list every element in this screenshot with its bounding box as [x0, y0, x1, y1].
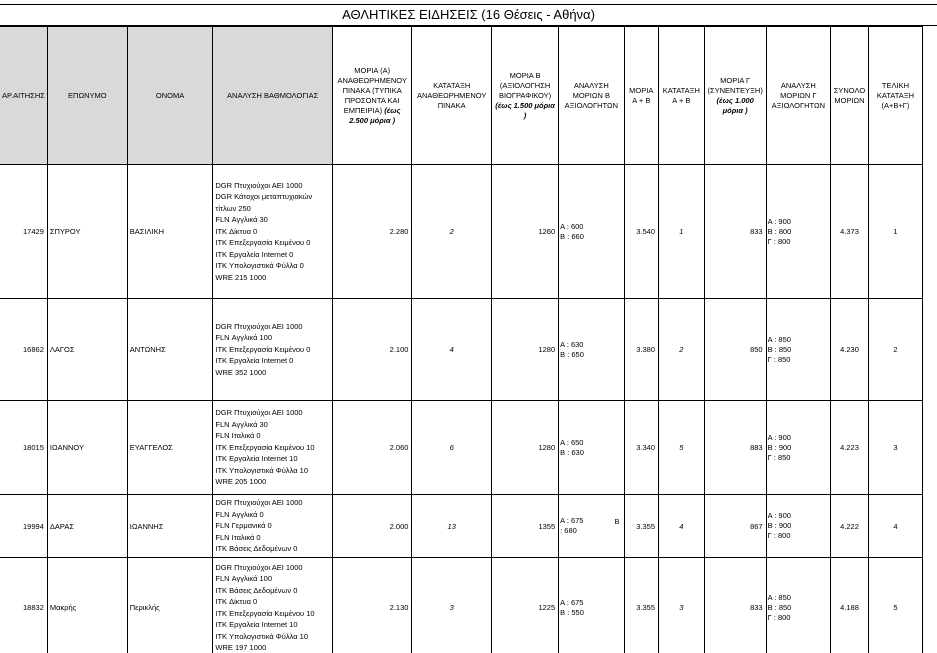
cell-points-ab: 3.340 [624, 401, 659, 495]
cell-analysis-b [559, 401, 624, 495]
analysis-line: FLN Αγγλικά 30 [215, 215, 268, 225]
cell-rank-ab: 1 [659, 165, 705, 299]
cell-analysis [213, 401, 333, 495]
cell-points-b: 1280 [491, 401, 558, 495]
cell-app-no: 16862 [0, 299, 47, 401]
analysis-line: FLN Αγγλικά 100 [215, 574, 273, 583]
analysis-line: ITK Επεξεργασία Κειμένου 0 [215, 238, 311, 248]
header-points-ab: ΜΟΡΙΑ Α + Β [624, 27, 659, 165]
header-rank-a: ΚΑΤΑΤΑΞΗ ΑΝΑΘΕΩΡΗΜΕΝΟΥ ΠΙΝΑΚΑ [412, 27, 492, 165]
cell-analysis-b [559, 165, 624, 299]
analysis-b-extra: Β [614, 517, 620, 526]
cell-surname: ΙΩΑΝΝΟΥ [47, 401, 127, 495]
cell-points-b: 1260 [491, 165, 558, 299]
points-c-max: (έως 1.000 μόρια ) [716, 95, 754, 115]
analysis-line: FLN Αγγλικά 30 [215, 419, 268, 429]
cell-app-no: 19994 [0, 495, 47, 558]
header-app-no: ΑΡ.ΑΙΤΗΣΗΣ [0, 27, 47, 165]
cell-points-c: 833 [704, 165, 766, 299]
header-points-a: ΜΟΡΙΑ (Α) ΑΝΑΘΕΩΡΗΜΕΝΟΥ ΠΙΝΑΚΑ (ΤΥΠΙΚΑ ΠΡΟΣΟΝΤΑ ΚΑΙ ΕΜΠΕΙΡΙΑ) (έως 2.500 μόρια ) [332, 27, 412, 165]
analysis-c-line: Α : 850 [767, 334, 791, 344]
cell-analysis-c [766, 495, 830, 558]
cell-rank-ab: 5 [659, 401, 705, 495]
analysis-c-line: Γ : 850 [767, 452, 791, 462]
analysis-c-line: Β : 850 [767, 344, 792, 354]
cell-points-b: 1280 [491, 299, 558, 401]
cell-points-a: 2.060 [332, 401, 412, 495]
cell-points-ab: 3.380 [624, 299, 659, 401]
cell-analysis-c [766, 165, 830, 299]
cell-analysis-c [766, 558, 830, 653]
cell-points-b: 1355 [491, 495, 558, 558]
analysis-line: WRE 215 1000 [215, 272, 267, 282]
cell-points-c: 833 [704, 558, 766, 653]
cell-total: 4.223 [831, 401, 869, 495]
analysis-c-line: Γ : 800 [767, 236, 791, 246]
header-points-b: ΜΟΡΙΑ Β (ΑΞΙΟΛΟΓΗΣΗ ΒΙΟΓΡΑΦΙΚΟΥ) (έως 1.500 μόρια ) [491, 27, 558, 165]
table-row [0, 558, 923, 653]
cell-points-a: 2.100 [332, 299, 412, 401]
table-row [0, 165, 923, 299]
header-row [0, 27, 923, 165]
analysis-line: DGR Πτυχιούχοι ΑΕΙ 1000 [215, 498, 303, 508]
analysis-line: ITK Υπολογιστικά Φύλλα 10 [215, 631, 309, 641]
analysis-line: ITK Υπολογιστικά Φύλλα 10 [215, 465, 309, 475]
analysis-line: DGR Πτυχιούχοι ΑΕΙ 1000 [215, 180, 303, 190]
points-b-max: (έως 1.500 μόρια ) [495, 100, 555, 120]
cell-points-ab: 3.355 [624, 495, 659, 558]
cell-points-c: 867 [704, 495, 766, 558]
analysis-c-line: Α : 900 [767, 216, 791, 226]
analysis-line: FLN Αγγλικά 100 [215, 333, 273, 343]
analysis-line: WRE 197 1000 [215, 643, 267, 652]
cell-total: 4.230 [831, 299, 869, 401]
analysis-line: ITK Δίκτυα 0 [215, 226, 258, 236]
analysis-b-line: Α : 675 [560, 597, 584, 607]
cell-app-no: 17429 [0, 165, 47, 299]
analysis-b-line: Β : 650 [560, 349, 584, 359]
header-surname: ΕΠΩΝΥΜΟ [47, 27, 127, 165]
analysis-c-line: Α : 900 [767, 432, 791, 442]
analysis-line: ITK Εργαλεία Internet 0 [215, 249, 294, 259]
cell-analysis [213, 495, 333, 558]
cell-final-rank: 5 [868, 558, 922, 653]
points-a-max: (έως 2.500 μόρια ) [349, 105, 401, 125]
cell-analysis [213, 299, 333, 401]
analysis-line: DGR Πτυχιούχοι ΑΕΙ 1000 [215, 321, 303, 331]
cell-total: 4.222 [831, 495, 869, 558]
analysis-c-line: Α : 850 [767, 592, 791, 602]
cell-analysis-b [559, 299, 624, 401]
header-points-c: ΜΟΡΙΑ Γ (ΣΥΝΕΝΤΕΥΞΗ) (έως 1.000 μόρια ) [704, 27, 766, 165]
cell-points-ab: 3.540 [624, 165, 659, 299]
cell-surname: ΛΑΓΟΣ [47, 299, 127, 401]
analysis-b-line: Α : 675 [560, 516, 584, 525]
analysis-c-line: Γ : 800 [767, 531, 791, 540]
analysis-line: FLN Ιταλικά 0 [215, 431, 261, 441]
analysis-line: DGR Πτυχιούχοι ΑΕΙ 1000 [215, 562, 303, 572]
sheet-title: ΑΘΛΗΤΙΚΕΣ ΕΙΔΗΣΕΙΣ (16 Θέσεις - Αθήνα) [0, 4, 937, 26]
cell-app-no: 18015 [0, 401, 47, 495]
header-rank-ab: ΚΑΤΑΤΑΞΗ Α + Β [659, 27, 705, 165]
cell-rank-a: 4 [412, 299, 492, 401]
cell-points-a: 2.000 [332, 495, 412, 558]
analysis-line: ITK Βάσεις Δεδομένων 0 [215, 585, 298, 595]
cell-rank-a: 2 [412, 165, 492, 299]
cell-rank-ab: 3 [659, 558, 705, 653]
cell-app-no: 18832 [0, 558, 47, 653]
analysis-line: DGR Πτυχιούχοι ΑΕΙ 1000 [215, 408, 303, 418]
cell-final-rank: 4 [868, 495, 922, 558]
header-analysis-c: ΑΝΑΛΥΣΗ ΜΟΡΙΩΝ Γ ΑΞΙΟΛΟΓΗΤΩΝ [766, 27, 830, 165]
analysis-line: ITK Επεξεργασία Κειμένου 10 [215, 608, 315, 618]
header-analysis: ΑΝΑΛΥΣΗ ΒΑΘΜΟΛΟΓΙΑΣ [213, 27, 333, 165]
cell-points-c: 850 [704, 299, 766, 401]
analysis-b-line: : 680 [560, 526, 577, 535]
analysis-line: ITK Επεξεργασία Κειμένου 0 [215, 344, 311, 354]
results-table [0, 26, 923, 653]
analysis-line: ITK Υπολογιστικά Φύλλα 0 [215, 261, 304, 271]
cell-name: ΕΥΑΓΓΕΛΟΣ [127, 401, 213, 495]
cell-surname: ΔΑΡΑΣ [47, 495, 127, 558]
analysis-line: ITK Εργαλεία Internet 10 [215, 454, 298, 464]
analysis-line: ITK Εργαλεία Internet 10 [215, 620, 298, 629]
cell-total: 4.188 [831, 558, 869, 653]
cell-final-rank: 2 [868, 299, 922, 401]
analysis-line: WRE 352 1000 [215, 367, 267, 377]
cell-points-c: 883 [704, 401, 766, 495]
analysis-line: ITK Δίκτυα 0 [215, 597, 258, 606]
cell-analysis [213, 165, 333, 299]
cell-name: ΙΩΑΝΝΗΣ [127, 495, 213, 558]
analysis-c-line: Α : 900 [767, 511, 791, 520]
cell-final-rank: 3 [868, 401, 922, 495]
analysis-line: ITK Βάσεις Δεδομένων 0 [215, 544, 298, 554]
analysis-c-line: Β : 900 [767, 521, 792, 530]
analysis-line: ITK Εργαλεία Internet 0 [215, 356, 294, 366]
cell-points-ab: 3.355 [624, 558, 659, 653]
header-analysis-b: ΑΝΑΛΥΣΗ ΜΟΡΙΩΝ Β ΑΞΙΟΛΟΓΗΤΩΝ [559, 27, 624, 165]
table-row [0, 401, 923, 495]
cell-total: 4.373 [831, 165, 869, 299]
cell-rank-a: 6 [412, 401, 492, 495]
analysis-b-line: Α : 650 [560, 437, 584, 447]
cell-points-a: 2.280 [332, 165, 412, 299]
analysis-line: WRE 205 1000 [215, 477, 267, 487]
cell-rank-a: 3 [412, 558, 492, 653]
analysis-line: DGR Κάτοχοι μεταπτυχιακών [215, 192, 313, 202]
cell-surname: ΣΠΥΡΟΥ [47, 165, 127, 299]
analysis-line: FLN Γερμανικά 0 [215, 521, 272, 531]
analysis-b-line: Β : 660 [560, 231, 584, 241]
analysis-c-line: Γ : 850 [767, 354, 791, 364]
cell-analysis-c [766, 299, 830, 401]
cell-analysis [213, 558, 333, 653]
cell-points-a: 2.130 [332, 558, 412, 653]
cell-name: ΒΑΣΙΛΙΚΗ [127, 165, 213, 299]
cell-analysis-b [559, 495, 624, 558]
analysis-line: ITK Επεξεργασία Κειμένου 10 [215, 442, 315, 452]
header-total: ΣΥΝΟΛΟ ΜΟΡΙΩΝ [831, 27, 869, 165]
analysis-b-line: Α : 600 [560, 221, 584, 231]
table-row [0, 299, 923, 401]
cell-points-b: 1225 [491, 558, 558, 653]
cell-name: ΑΝΤΩΝΗΣ [127, 299, 213, 401]
analysis-b-line: Β : 630 [560, 447, 584, 457]
table-row [0, 495, 923, 558]
cell-name: Περικλής [127, 558, 213, 653]
analysis-b-line: Β : 550 [560, 607, 584, 617]
cell-analysis-c [766, 401, 830, 495]
cell-rank-ab: 4 [659, 495, 705, 558]
cell-final-rank: 1 [868, 165, 922, 299]
cell-rank-a: 13 [412, 495, 492, 558]
analysis-c-line: Β : 800 [767, 226, 792, 236]
header-final-rank: ΤΕΛΙΚΗ ΚΑΤΑΤΑΞΗ (Α+Β+Γ) [868, 27, 922, 165]
analysis-line: FLN Αγγλικά 0 [215, 509, 264, 519]
header-name: ΟΝΟΜΑ [127, 27, 213, 165]
cell-analysis-b [559, 558, 624, 653]
analysis-line: τίτλων 250 [215, 203, 251, 213]
analysis-line: FLN Ιταλικά 0 [215, 532, 261, 542]
analysis-c-line: Β : 900 [767, 442, 792, 452]
analysis-c-line: Γ : 800 [767, 612, 791, 622]
analysis-c-line: Β : 850 [767, 602, 792, 612]
cell-rank-ab: 2 [659, 299, 705, 401]
analysis-b-line: Α : 630 [560, 339, 584, 349]
cell-surname: Μακρής [47, 558, 127, 653]
